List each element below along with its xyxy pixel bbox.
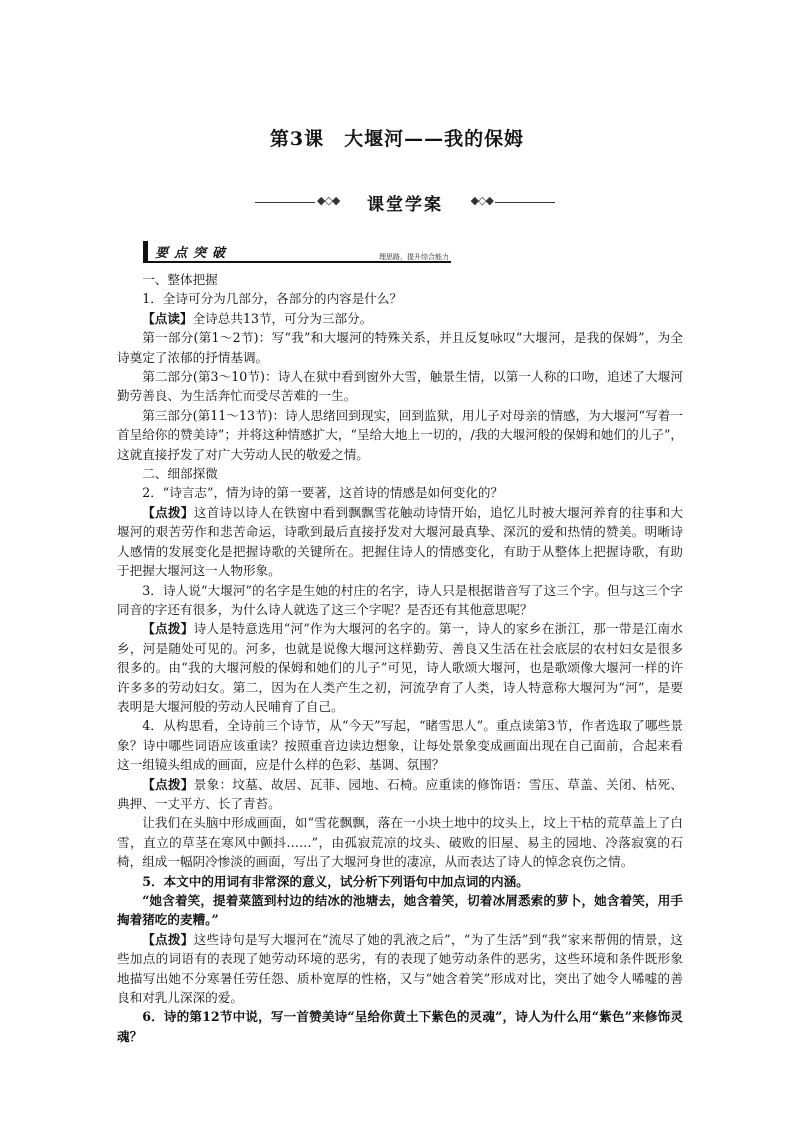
section-header bbox=[255, 190, 555, 216]
lesson-title: 第3课 大堰河——我的保姆 bbox=[269, 128, 525, 150]
paragraph bbox=[117, 1007, 683, 1046]
banner-bar bbox=[143, 241, 148, 263]
paragraph bbox=[117, 813, 683, 871]
banner-underline bbox=[143, 261, 451, 263]
ornament-right-icon: ◆◇◆ bbox=[470, 194, 493, 207]
paragraph bbox=[117, 775, 683, 814]
paragraph bbox=[117, 891, 683, 930]
paragraph-text: “她含着笑，提着菜篮到村边的结冰的池塘去，她含着笑，切着冰屑悉索的萝卜，她含着笑，用手掏着猪吃的麦糟。” bbox=[117, 893, 683, 928]
divider-right bbox=[495, 202, 555, 203]
annotation-tag: 【点读】 bbox=[142, 310, 193, 326]
paragraph-text: 一、整体把握 bbox=[142, 272, 218, 287]
paragraph-text: 2．“诗言志”，情为诗的第一要著，这首诗的情感是如何变化的？ bbox=[142, 485, 504, 501]
paragraph-text: 第三部分(第11～13节)：诗人思绪回到现实，回到监狱，用儿子对母亲的情感，为大堰河“写着一首呈给你的赞美诗”；并将这种情感扩大，“呈给大地上一切的，/我的大堰河般的保姆和她们的儿子”，这就直接抒发了对广大劳动人民的敬爱之情。 bbox=[117, 407, 683, 462]
paragraph-text: 4．从构思看，全诗前三个诗节，从“今天”写起，“睹雪思人”。重点读第3节，作者选取了哪些景象？诗中哪些词语应该重读？按照重音边读边想象，让每处景象变成画面出现在自己面前，合起来看这一组镜头组成的画面，应是什么样的色彩、基调、氛围？ bbox=[117, 718, 683, 773]
paragraph-text: 这些诗句是写大堰河在“流尽了她的乳液之后”，“为了生活”到“我”家来帮佣的情景，这些加点的词语有的表现了她劳动环境的恶劣，有的表现了她劳动条件的恶劣，这些环境和条件既形象地描写出她不分寒暑任劳任怨、质朴宽厚的性格，又与“她含着笑”形成对比，突出了她令人唏嘘的善良和对乳儿深深的爱。 bbox=[117, 931, 684, 1006]
content-body bbox=[117, 270, 683, 1046]
annotation-tag: 【点拨】 bbox=[142, 621, 194, 637]
paragraph bbox=[117, 270, 683, 289]
banner-label: 要点突破 bbox=[155, 246, 232, 261]
paragraph-text: 二、细部探微 bbox=[142, 466, 218, 482]
paragraph-text: 3．诗人说“大堰河”的名字是生她的村庄的名字，诗人只是根据谐音写了这三个字。但与这三个字同音的字还有很多，为什么诗人就选了这三个字呢？是否还有其他意思呢？ bbox=[117, 582, 683, 617]
annotation-tag: 【点拨】 bbox=[142, 776, 194, 792]
paragraph bbox=[117, 930, 683, 1008]
paragraph-text: 诗人是特意选用“河”作为大堰河的名字的。第一，诗人的家乡在浙江，那一带是江南水乡，河是随处可见的。河多，也就是说像大堰河这样勤劳、善良又生活在社会底层的农村妇女是很多很多的。由“我的大堰河般的保姆和她们的儿子”可见，诗人歌颂大堰河，也是歌颂像大堰河一样的许许多多的劳动妇女。第二，因为在人类产生之初，河流孕育了人类，诗人特意称大堰河为“河”，是要表明是大堰河般的劳动人民哺育了自己。 bbox=[117, 621, 683, 714]
paragraph bbox=[117, 367, 683, 406]
paragraph bbox=[117, 581, 683, 620]
paragraph-text: 5．本文中的用词有非常深的意义，试分析下列语句中加点词的内涵。 bbox=[142, 873, 529, 889]
paragraph-text: 全诗总共13节，可分为三部分。 bbox=[192, 310, 373, 326]
paragraph bbox=[117, 619, 683, 716]
paragraph bbox=[117, 872, 683, 891]
annotation-tag: 【点拨】 bbox=[142, 504, 194, 520]
paragraph-text: 让我们在头脑中形成画面，如“雪花飘飘，落在一小块土地中的坟头上，坟上干枯的荒草盖上了白雪，直立的草茎在寒风中颤抖……”，由孤寂荒凉的坟头、破败的旧屋、易主的园地、冷落寂寞的石椅，组成一幅阴冷惨淡的画面，写出了大堰河身世的凄凉，从而表达了诗人的悼念哀伤之情。 bbox=[117, 815, 683, 870]
paragraph-text: 6．诗的第12节中说，写一首赞美诗“呈给你黄土下紫色的灵魂”，诗人为什么用“紫色”来修饰灵魂？ bbox=[117, 1009, 683, 1044]
ornament-left-icon: ◆◇◆ bbox=[317, 194, 340, 207]
section-header-text: 课堂学案 bbox=[367, 195, 443, 215]
paragraph bbox=[117, 328, 683, 367]
paragraph bbox=[117, 716, 683, 774]
paragraph bbox=[117, 503, 683, 581]
paragraph-text: 景象：坟墓、故居、瓦菲、园地、石椅。应重读的修饰语：雪压、草盖、关闭、枯死、典押、一丈平方、长了青苔。 bbox=[117, 776, 684, 811]
banner-slogan: 理思路，提升综合能力 bbox=[379, 253, 449, 261]
paragraph bbox=[117, 483, 683, 502]
annotation-tag: 【点拨】 bbox=[142, 931, 194, 947]
key-points-banner bbox=[143, 241, 451, 263]
paragraph bbox=[117, 406, 683, 464]
paragraph-text: 这首诗以诗人在铁窗中看到飘飘雪花触动诗情开始，追忆儿时被大堰河养育的往事和大堰河的艰苦劳作和悲苦命运，诗歌到最后直接抒发对大堰河最真挚、深沉的爱和热情的赞美。明晰诗人感情的发展变化是把握诗歌的关键所在。把握住诗人的情感变化，有助于从整体上把握诗歌，有助于把握大堰河这一人物形象。 bbox=[117, 504, 684, 579]
paragraph-text: 第二部分(第3～10节)：诗人在狱中看到窗外大雪，触景生情，以第一人称的口吻，追述了大堰河勤劳善良、为生活奔忙而受尽苦难的一生。 bbox=[117, 369, 683, 404]
paragraph bbox=[117, 464, 683, 483]
paragraph bbox=[117, 289, 683, 308]
paragraph bbox=[117, 309, 683, 328]
paragraph-text: 第一部分(第1～2节)：写“我”和大堰河的特殊关系，并且反复咏叹“大堰河，是我的保姆”，为全诗奠定了浓郁的抒情基调。 bbox=[117, 330, 683, 365]
paragraph-text: 1．全诗可分为几部分，各部分的内容是什么？ bbox=[142, 291, 403, 307]
